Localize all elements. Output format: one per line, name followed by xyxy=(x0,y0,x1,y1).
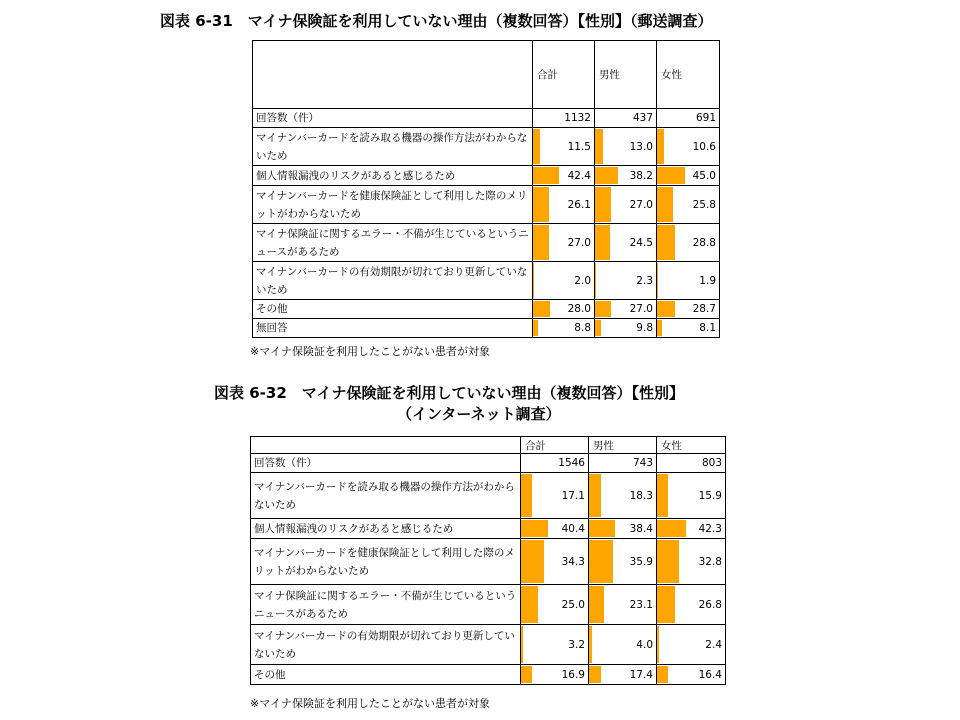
value-label: 2.4 xyxy=(705,638,722,651)
bar xyxy=(657,586,675,623)
bar xyxy=(657,301,675,317)
value-label: 32.8 xyxy=(698,555,722,568)
column-header: 女性 xyxy=(657,437,726,454)
value-cell xyxy=(657,539,726,585)
value-label: 27.0 xyxy=(567,236,591,249)
value-cell xyxy=(595,224,657,262)
value-label: 16.9 xyxy=(561,668,585,681)
value-cell xyxy=(521,625,589,665)
value-label: 1.9 xyxy=(699,274,716,287)
value-label: 40.4 xyxy=(561,522,585,535)
table1-note: ※マイナ保険証を利用したことがない患者が対象 xyxy=(250,345,490,358)
bar xyxy=(533,301,550,317)
row-label: マイナンバーカードの有効期限が切れており更新していないため xyxy=(253,262,533,300)
bar xyxy=(589,474,601,517)
value-label: 38.2 xyxy=(629,169,653,182)
value-label: 2.3 xyxy=(636,274,653,287)
bar xyxy=(521,666,532,683)
value-cell xyxy=(595,262,657,300)
count-cell xyxy=(533,109,595,128)
row-label: マイナ保険証に関するエラー・不備が生じているというニュースがあるため xyxy=(251,585,521,625)
count-value: 691 xyxy=(695,112,716,124)
bar xyxy=(595,129,603,164)
value-cell xyxy=(521,585,589,625)
value-label: 28.0 xyxy=(567,303,591,315)
bar xyxy=(589,626,592,663)
table2 xyxy=(250,436,726,685)
value-label: 24.5 xyxy=(629,236,653,249)
count-cell xyxy=(657,109,720,128)
value-label: 26.1 xyxy=(567,198,591,211)
value-label: 42.3 xyxy=(698,522,722,535)
row-label: マイナ保険証に関するエラー・不備が生じているというニュースがあるため xyxy=(253,224,533,262)
bar xyxy=(657,540,679,583)
value-label: 13.0 xyxy=(629,140,653,153)
bar xyxy=(521,540,544,583)
row-label: その他 xyxy=(251,665,521,685)
row-label: 個人情報漏洩のリスクがあると感じるため xyxy=(253,166,533,186)
value-cell xyxy=(657,519,726,539)
count-row-label: 回答数（件） xyxy=(251,454,521,473)
bar xyxy=(657,666,668,683)
row-label: マイナンバーカードを健康保険証として利用した際のメリットがわからないため xyxy=(251,539,521,585)
bar xyxy=(657,225,675,260)
value-cell xyxy=(657,166,720,186)
header-blank xyxy=(253,41,533,109)
value-cell xyxy=(533,186,595,224)
count-value: 1132 xyxy=(564,112,591,124)
table2-title: 図表 6-32 マイナ保険証を利用していない理由（複数回答）【性別】 xyxy=(214,384,684,402)
value-cell xyxy=(657,319,720,338)
bar xyxy=(533,225,549,260)
value-cell xyxy=(657,473,726,519)
value-cell xyxy=(657,300,720,319)
bar xyxy=(589,586,604,623)
count-cell xyxy=(589,454,657,473)
value-label: 45.0 xyxy=(692,169,716,182)
bar xyxy=(657,520,686,537)
value-cell xyxy=(533,300,595,319)
value-label: 35.9 xyxy=(629,555,653,568)
table2-subtitle: （インターネット調査） xyxy=(397,405,561,423)
value-label: 27.0 xyxy=(629,303,653,315)
value-cell xyxy=(595,319,657,338)
count-cell xyxy=(657,454,726,473)
value-cell xyxy=(657,585,726,625)
bar xyxy=(533,129,540,164)
value-label: 8.8 xyxy=(574,322,591,334)
value-label: 11.5 xyxy=(567,140,591,153)
value-cell xyxy=(533,224,595,262)
value-cell xyxy=(595,128,657,166)
value-cell xyxy=(595,186,657,224)
bar xyxy=(657,129,664,164)
row-label: マイナンバーカードを健康保険証として利用した際のメリットがわからないため xyxy=(253,186,533,224)
value-label: 25.0 xyxy=(561,598,585,611)
column-header: 男性 xyxy=(595,41,657,109)
bar xyxy=(521,626,523,663)
bar xyxy=(657,167,685,184)
value-cell xyxy=(589,665,657,685)
bar xyxy=(595,225,610,260)
value-cell xyxy=(657,625,726,665)
value-label: 16.4 xyxy=(698,668,722,681)
value-cell xyxy=(521,519,589,539)
value-label: 2.0 xyxy=(574,274,591,287)
column-header: 男性 xyxy=(589,437,657,454)
value-label: 27.0 xyxy=(629,198,653,211)
value-cell xyxy=(521,539,589,585)
column-header: 合計 xyxy=(521,437,589,454)
count-cell xyxy=(521,454,589,473)
value-cell xyxy=(589,473,657,519)
value-label: 25.8 xyxy=(692,198,716,211)
table1 xyxy=(252,40,720,338)
value-cell xyxy=(657,128,720,166)
value-cell xyxy=(533,166,595,186)
value-label: 34.3 xyxy=(561,555,585,568)
value-label: 10.6 xyxy=(692,140,716,153)
count-value: 437 xyxy=(632,112,653,124)
value-cell xyxy=(589,539,657,585)
value-label: 28.7 xyxy=(692,303,716,315)
column-header: 合計 xyxy=(533,41,595,109)
value-cell xyxy=(657,665,726,685)
count-cell xyxy=(595,109,657,128)
bar xyxy=(657,474,668,517)
value-label: 4.0 xyxy=(636,638,653,651)
value-cell xyxy=(533,319,595,338)
value-label: 23.1 xyxy=(629,598,653,611)
value-label: 15.9 xyxy=(698,489,722,502)
bar xyxy=(521,586,538,623)
count-value: 743 xyxy=(632,457,653,469)
bar xyxy=(657,626,659,663)
count-value: 1546 xyxy=(558,457,585,469)
value-label: 26.8 xyxy=(698,598,722,611)
value-label: 8.1 xyxy=(699,322,716,334)
value-label: 18.3 xyxy=(629,489,653,502)
column-header: 女性 xyxy=(657,41,720,109)
value-cell xyxy=(595,300,657,319)
bar xyxy=(595,187,611,222)
value-cell xyxy=(657,224,720,262)
value-label: 28.8 xyxy=(692,236,716,249)
value-label: 17.1 xyxy=(561,489,585,502)
row-label: 無回答 xyxy=(253,319,533,338)
value-cell xyxy=(589,519,657,539)
row-label: マイナンバーカードを読み取る機器の操作方法がわからないため xyxy=(251,473,521,519)
value-cell xyxy=(589,625,657,665)
value-cell xyxy=(521,665,589,685)
value-cell xyxy=(533,262,595,300)
bar xyxy=(657,320,662,336)
bar xyxy=(521,520,548,537)
count-row-label: 回答数（件） xyxy=(253,109,533,128)
bar xyxy=(595,263,596,298)
value-cell xyxy=(657,262,720,300)
bar xyxy=(533,167,559,184)
bar xyxy=(521,474,532,517)
value-cell xyxy=(657,186,720,224)
value-label: 38.4 xyxy=(629,522,653,535)
bar xyxy=(533,320,538,336)
header-blank xyxy=(251,437,521,454)
row-label: その他 xyxy=(253,300,533,319)
bar xyxy=(595,320,601,336)
row-label: 個人情報漏洩のリスクがあると感じるため xyxy=(251,519,521,539)
bar xyxy=(657,187,673,222)
value-cell xyxy=(533,128,595,166)
table2-note: ※マイナ保険証を利用したことがない患者が対象 xyxy=(250,697,490,710)
bar xyxy=(589,520,615,537)
value-label: 42.4 xyxy=(567,169,591,182)
table1-title: 図表 6-31 マイナ保険証を利用していない理由（複数回答）【性別】（郵送調査） xyxy=(160,12,713,30)
bar xyxy=(589,540,613,583)
value-label: 3.2 xyxy=(568,638,585,651)
bar xyxy=(589,666,601,683)
value-label: 17.4 xyxy=(629,668,653,681)
bar xyxy=(533,263,534,298)
count-value: 803 xyxy=(701,457,722,469)
row-label: マイナンバーカードを読み取る機器の操作方法がわからないため xyxy=(253,128,533,166)
value-label: 9.8 xyxy=(636,322,653,334)
row-label: マイナンバーカードの有効期限が切れており更新していないため xyxy=(251,625,521,665)
value-cell xyxy=(595,166,657,186)
bar xyxy=(533,187,549,222)
bar xyxy=(595,301,611,317)
bar xyxy=(657,263,658,298)
value-cell xyxy=(589,585,657,625)
bar xyxy=(595,167,618,184)
value-cell xyxy=(521,473,589,519)
